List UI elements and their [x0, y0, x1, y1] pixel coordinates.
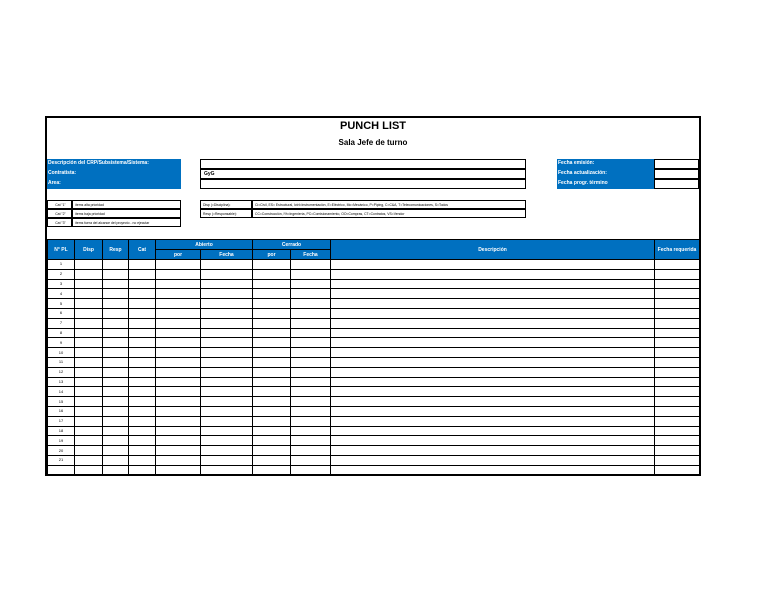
- punch-list-table: [47, 239, 700, 476]
- table-cell[interactable]: [103, 357, 129, 367]
- area-field[interactable]: [200, 179, 526, 189]
- table-cell[interactable]: [331, 279, 655, 289]
- table-cell[interactable]: [201, 397, 253, 407]
- table-cell[interactable]: [201, 465, 253, 475]
- col-header-abierto: Abierto: [156, 240, 253, 250]
- table-cell[interactable]: [75, 318, 103, 328]
- table-cell[interactable]: [331, 387, 655, 397]
- table-cell[interactable]: [253, 367, 291, 377]
- table-cell[interactable]: [253, 318, 291, 328]
- col-header-descripcion: Descripción: [331, 240, 655, 260]
- table-cell[interactable]: [75, 279, 103, 289]
- table-row: [48, 338, 700, 348]
- table-cell[interactable]: [655, 279, 700, 289]
- fecha-emision-label: Fecha emisión:: [557, 159, 654, 169]
- row-number: 17: [48, 416, 75, 426]
- table-cell[interactable]: [291, 260, 331, 270]
- table-cell[interactable]: [201, 426, 253, 436]
- table-cell[interactable]: [103, 289, 129, 299]
- table-cell[interactable]: [201, 416, 253, 426]
- table-cell[interactable]: [655, 377, 700, 387]
- table-cell[interactable]: [75, 416, 103, 426]
- col-header-cerrado: Cerrado: [253, 240, 331, 250]
- table-cell[interactable]: [103, 446, 129, 456]
- table-cell[interactable]: [129, 455, 156, 465]
- table-cell[interactable]: [201, 367, 253, 377]
- table-cell[interactable]: [331, 406, 655, 416]
- table-cell[interactable]: [253, 436, 291, 446]
- table-cell[interactable]: [201, 436, 253, 446]
- row-number: 20: [48, 446, 75, 456]
- table-cell[interactable]: [291, 387, 331, 397]
- table-cell[interactable]: [253, 299, 291, 309]
- table-cell[interactable]: [291, 436, 331, 446]
- table-row: [48, 367, 700, 377]
- table-cell[interactable]: [103, 318, 129, 328]
- table-cell[interactable]: [156, 328, 201, 338]
- table-cell[interactable]: [331, 446, 655, 456]
- table-cell[interactable]: [201, 260, 253, 270]
- table-cell[interactable]: [156, 377, 201, 387]
- table-cell[interactable]: [253, 465, 291, 475]
- table-cell[interactable]: [129, 426, 156, 436]
- table-cell[interactable]: [655, 367, 700, 377]
- table-cell[interactable]: [331, 465, 655, 475]
- table-cell[interactable]: [331, 269, 655, 279]
- table-cell[interactable]: [103, 308, 129, 318]
- cat3-text: ítems fuera del alcance del proyecto - no ejecutar: [72, 218, 181, 227]
- table-row: [48, 260, 700, 270]
- row-number: 10: [48, 348, 75, 358]
- row-number: 1: [48, 260, 75, 270]
- row-number: 15: [48, 397, 75, 407]
- table-cell[interactable]: [156, 338, 201, 348]
- table-cell[interactable]: [331, 455, 655, 465]
- table-cell[interactable]: [129, 299, 156, 309]
- table-cell[interactable]: [75, 387, 103, 397]
- table-cell[interactable]: [331, 260, 655, 270]
- table-cell[interactable]: [156, 348, 201, 358]
- table-cell[interactable]: [331, 328, 655, 338]
- table-cell[interactable]: [129, 397, 156, 407]
- row-number: 11: [48, 357, 75, 367]
- table-cell[interactable]: [129, 446, 156, 456]
- table-cell[interactable]: [201, 318, 253, 328]
- table-cell[interactable]: [253, 357, 291, 367]
- table-cell[interactable]: [129, 328, 156, 338]
- table-cell[interactable]: [156, 367, 201, 377]
- fecha-emision-field[interactable]: [654, 159, 699, 169]
- table-cell[interactable]: [655, 338, 700, 348]
- table-cell[interactable]: [103, 328, 129, 338]
- col-header-cerrado-fecha: Fecha: [291, 250, 331, 260]
- table-cell[interactable]: [129, 367, 156, 377]
- table-cell[interactable]: [156, 436, 201, 446]
- table-row: [48, 416, 700, 426]
- table-cell[interactable]: [156, 357, 201, 367]
- table-cell[interactable]: [129, 387, 156, 397]
- table-cell[interactable]: [75, 446, 103, 456]
- row-number: 7: [48, 318, 75, 328]
- table-cell[interactable]: [331, 308, 655, 318]
- row-number: 4: [48, 289, 75, 299]
- row-number: 12: [48, 367, 75, 377]
- table-row: [48, 436, 700, 446]
- table-cell[interactable]: [129, 377, 156, 387]
- table-cell[interactable]: [103, 338, 129, 348]
- table-cell[interactable]: [103, 416, 129, 426]
- area-label: Area:: [47, 179, 181, 189]
- table-cell[interactable]: [331, 299, 655, 309]
- table-cell[interactable]: [291, 416, 331, 426]
- table-cell[interactable]: [201, 406, 253, 416]
- descripcion-label: Descripción del CRP/Subsistema/Sistema:: [47, 159, 181, 169]
- table-cell[interactable]: [291, 357, 331, 367]
- table-cell[interactable]: [331, 416, 655, 426]
- table-cell[interactable]: [655, 318, 700, 328]
- table-cell[interactable]: [253, 446, 291, 456]
- row-number: 14: [48, 387, 75, 397]
- table-cell[interactable]: [253, 338, 291, 348]
- table-row: [48, 279, 700, 289]
- table-cell[interactable]: [291, 348, 331, 358]
- fecha-progr-termino-field[interactable]: [654, 179, 699, 189]
- table-cell[interactable]: [129, 465, 156, 475]
- table-cell[interactable]: [156, 406, 201, 416]
- table-cell[interactable]: [75, 367, 103, 377]
- table-cell[interactable]: [201, 338, 253, 348]
- fecha-actualizacion-field[interactable]: [654, 169, 699, 179]
- cat3-label: Cat "3": [47, 218, 72, 227]
- table-cell[interactable]: [331, 426, 655, 436]
- table-cell[interactable]: [331, 318, 655, 328]
- table-row: [48, 289, 700, 299]
- table-cell[interactable]: [156, 455, 201, 465]
- table-row: [48, 348, 700, 358]
- table-row: [48, 328, 700, 338]
- table-row: [48, 397, 700, 407]
- table-cell[interactable]: [103, 348, 129, 358]
- table-cell[interactable]: [156, 289, 201, 299]
- table-cell[interactable]: [253, 279, 291, 289]
- table-cell[interactable]: [129, 338, 156, 348]
- table-cell[interactable]: [655, 446, 700, 456]
- table-cell[interactable]: [103, 377, 129, 387]
- table-row: [48, 377, 700, 387]
- table-cell[interactable]: [655, 426, 700, 436]
- table-cell[interactable]: [75, 455, 103, 465]
- table-cell[interactable]: [75, 397, 103, 407]
- table-cell[interactable]: [253, 260, 291, 270]
- table-row: [48, 406, 700, 416]
- table-cell[interactable]: [156, 465, 201, 475]
- table-cell[interactable]: [291, 426, 331, 436]
- table-cell[interactable]: [291, 455, 331, 465]
- cat1-label: Cat "1": [47, 200, 72, 209]
- table-row: [48, 455, 700, 465]
- table-cell[interactable]: [201, 279, 253, 289]
- table-cell[interactable]: [253, 348, 291, 358]
- table-cell[interactable]: [103, 406, 129, 416]
- table-cell[interactable]: [291, 308, 331, 318]
- table-cell[interactable]: [291, 377, 331, 387]
- table-cell[interactable]: [75, 338, 103, 348]
- table-cell[interactable]: [655, 269, 700, 279]
- table-cell[interactable]: [655, 436, 700, 446]
- table-cell[interactable]: [129, 406, 156, 416]
- table-cell[interactable]: [201, 387, 253, 397]
- cat2-label: Cat "2": [47, 209, 72, 218]
- table-cell[interactable]: [103, 465, 129, 475]
- table-cell[interactable]: [75, 260, 103, 270]
- table-cell[interactable]: [103, 367, 129, 377]
- table-cell[interactable]: [201, 348, 253, 358]
- table-cell[interactable]: [103, 260, 129, 270]
- table-cell[interactable]: [291, 338, 331, 348]
- table-cell[interactable]: [655, 455, 700, 465]
- col-header-disp: Disp: [75, 240, 103, 260]
- table-cell[interactable]: [103, 426, 129, 436]
- table-cell[interactable]: [201, 377, 253, 387]
- table-cell[interactable]: [156, 446, 201, 456]
- row-number: 9: [48, 338, 75, 348]
- table-cell[interactable]: [655, 348, 700, 358]
- table-row: [48, 269, 700, 279]
- table-cell[interactable]: [331, 377, 655, 387]
- table-cell[interactable]: [291, 269, 331, 279]
- table-cell[interactable]: [129, 318, 156, 328]
- row-number: 8: [48, 328, 75, 338]
- table-row: [48, 299, 700, 309]
- table-cell[interactable]: [201, 328, 253, 338]
- row-number: 18: [48, 426, 75, 436]
- table-cell[interactable]: [291, 406, 331, 416]
- table-cell[interactable]: [655, 299, 700, 309]
- table-cell[interactable]: [129, 260, 156, 270]
- table-cell[interactable]: [75, 289, 103, 299]
- table-cell[interactable]: [75, 357, 103, 367]
- table-cell[interactable]: [291, 465, 331, 475]
- table-cell[interactable]: [75, 465, 103, 475]
- table-cell[interactable]: [201, 455, 253, 465]
- table-cell[interactable]: [75, 299, 103, 309]
- table-cell[interactable]: [655, 465, 700, 475]
- table-cell[interactable]: [129, 348, 156, 358]
- table-cell[interactable]: [75, 426, 103, 436]
- table-cell[interactable]: [75, 308, 103, 318]
- table-cell[interactable]: [75, 348, 103, 358]
- table-cell[interactable]: [75, 436, 103, 446]
- table-cell[interactable]: [253, 416, 291, 426]
- row-number: 3: [48, 279, 75, 289]
- table-cell[interactable]: [129, 308, 156, 318]
- table-cell[interactable]: [201, 269, 253, 279]
- table-cell[interactable]: [156, 299, 201, 309]
- resp-legend-text: CC=Construcción, I%=Ingeniería, PC=Comisionamiento, OO=Compras, CT=Contratos, VS=Vendor: [252, 209, 526, 218]
- table-cell[interactable]: [156, 318, 201, 328]
- table-cell[interactable]: [253, 289, 291, 299]
- table-cell[interactable]: [201, 289, 253, 299]
- table-row: [48, 387, 700, 397]
- row-number: 6: [48, 308, 75, 318]
- table-cell[interactable]: [331, 357, 655, 367]
- table-cell[interactable]: [253, 387, 291, 397]
- table-cell[interactable]: [201, 357, 253, 367]
- table-cell[interactable]: [129, 416, 156, 426]
- col-header-cerrado-por: por: [253, 250, 291, 260]
- table-cell[interactable]: [253, 377, 291, 387]
- table-cell[interactable]: [291, 318, 331, 328]
- table-cell[interactable]: [655, 406, 700, 416]
- table-cell[interactable]: [129, 269, 156, 279]
- table-cell[interactable]: [156, 426, 201, 436]
- table-row: [48, 357, 700, 367]
- table-row: [48, 308, 700, 318]
- table-cell[interactable]: [331, 397, 655, 407]
- table-cell[interactable]: [253, 269, 291, 279]
- table-cell[interactable]: [201, 299, 253, 309]
- col-header-resp: Resp: [103, 240, 129, 260]
- page-title: PUNCH LIST: [340, 120, 406, 132]
- table-cell[interactable]: [156, 416, 201, 426]
- table-row: [48, 426, 700, 436]
- table-cell[interactable]: [655, 357, 700, 367]
- table-cell[interactable]: [291, 279, 331, 289]
- table-body: [48, 260, 700, 476]
- descripcion-field[interactable]: [200, 159, 526, 169]
- table-cell[interactable]: [156, 397, 201, 407]
- table-cell[interactable]: [129, 357, 156, 367]
- table-cell[interactable]: [655, 260, 700, 270]
- table-cell[interactable]: [103, 279, 129, 289]
- page-subtitle: Sala Jefe de turno: [338, 138, 408, 147]
- table-cell[interactable]: [291, 289, 331, 299]
- table-cell[interactable]: [655, 308, 700, 318]
- table-cell[interactable]: [655, 289, 700, 299]
- table-cell[interactable]: [331, 338, 655, 348]
- table-cell[interactable]: [75, 269, 103, 279]
- punch-list-sheet: [45, 116, 701, 476]
- table-cell[interactable]: [331, 436, 655, 446]
- col-header-cat: Cat: [129, 240, 156, 260]
- row-number: 2: [48, 269, 75, 279]
- table-cell[interactable]: [129, 279, 156, 289]
- table-cell[interactable]: [291, 446, 331, 456]
- table-cell[interactable]: [129, 436, 156, 446]
- cat2-text: ítems baja prioridad: [72, 209, 181, 218]
- table-cell[interactable]: [253, 455, 291, 465]
- row-number: [48, 465, 75, 475]
- resp-legend-label: Resp (=Responsable):: [200, 209, 252, 218]
- table-cell[interactable]: [331, 289, 655, 299]
- col-header-fecha-requerida: Fecha requerida: [655, 240, 700, 260]
- row-number: 16: [48, 406, 75, 416]
- fecha-progr-termino-label: Fecha progr. término: [557, 179, 654, 189]
- table-cell[interactable]: [291, 328, 331, 338]
- table-cell[interactable]: [103, 436, 129, 446]
- contratista-field[interactable]: GyG: [200, 169, 526, 179]
- table-cell[interactable]: [103, 299, 129, 309]
- table-cell[interactable]: [201, 446, 253, 456]
- table-cell[interactable]: [253, 406, 291, 416]
- table-cell[interactable]: [156, 308, 201, 318]
- table-cell[interactable]: [156, 260, 201, 270]
- table-cell[interactable]: [103, 269, 129, 279]
- disp-legend-text: Ci=Civil, ES= Estructural, Ictrl=Instrumentación, E=Eléctrico, Mc=Mecánico, P=Piping, C=C&A, T=Telecomunicaciones, S=Todos: [252, 200, 526, 209]
- disp-legend-label: Disp (=Disciplina):: [200, 200, 252, 209]
- table-cell[interactable]: [291, 397, 331, 407]
- table-cell[interactable]: [655, 397, 700, 407]
- table-cell[interactable]: [331, 367, 655, 377]
- table-cell[interactable]: [156, 269, 201, 279]
- table-cell[interactable]: [103, 397, 129, 407]
- table-cell[interactable]: [291, 367, 331, 377]
- table-row: [48, 465, 700, 475]
- table-cell[interactable]: [655, 387, 700, 397]
- row-number: 19: [48, 436, 75, 446]
- table-cell[interactable]: [655, 416, 700, 426]
- row-number: 5: [48, 299, 75, 309]
- table-cell[interactable]: [129, 289, 156, 299]
- table-cell[interactable]: [103, 387, 129, 397]
- row-number: 13: [48, 377, 75, 387]
- table-row: [48, 446, 700, 456]
- table-cell[interactable]: [156, 279, 201, 289]
- table-cell[interactable]: [331, 348, 655, 358]
- cat1-text: ítems alta prioridad: [72, 200, 181, 209]
- table-cell[interactable]: [156, 387, 201, 397]
- contratista-label: Contratista:: [47, 169, 181, 179]
- table-cell[interactable]: [253, 426, 291, 436]
- table-cell[interactable]: [253, 308, 291, 318]
- col-header-abierto-fecha: Fecha: [201, 250, 253, 260]
- fecha-actualizacion-label: Fecha actualización:: [557, 169, 654, 179]
- table-cell[interactable]: [201, 308, 253, 318]
- row-number: 21: [48, 455, 75, 465]
- table-row: [48, 318, 700, 328]
- table-cell[interactable]: [291, 299, 331, 309]
- table-cell[interactable]: [75, 406, 103, 416]
- table-cell[interactable]: [75, 377, 103, 387]
- col-header-npl: N° PL: [48, 240, 75, 260]
- table-cell[interactable]: [75, 328, 103, 338]
- table-cell[interactable]: [655, 328, 700, 338]
- table-cell[interactable]: [253, 397, 291, 407]
- table-cell[interactable]: [103, 455, 129, 465]
- table-cell[interactable]: [253, 328, 291, 338]
- col-header-abierto-por: por: [156, 250, 201, 260]
